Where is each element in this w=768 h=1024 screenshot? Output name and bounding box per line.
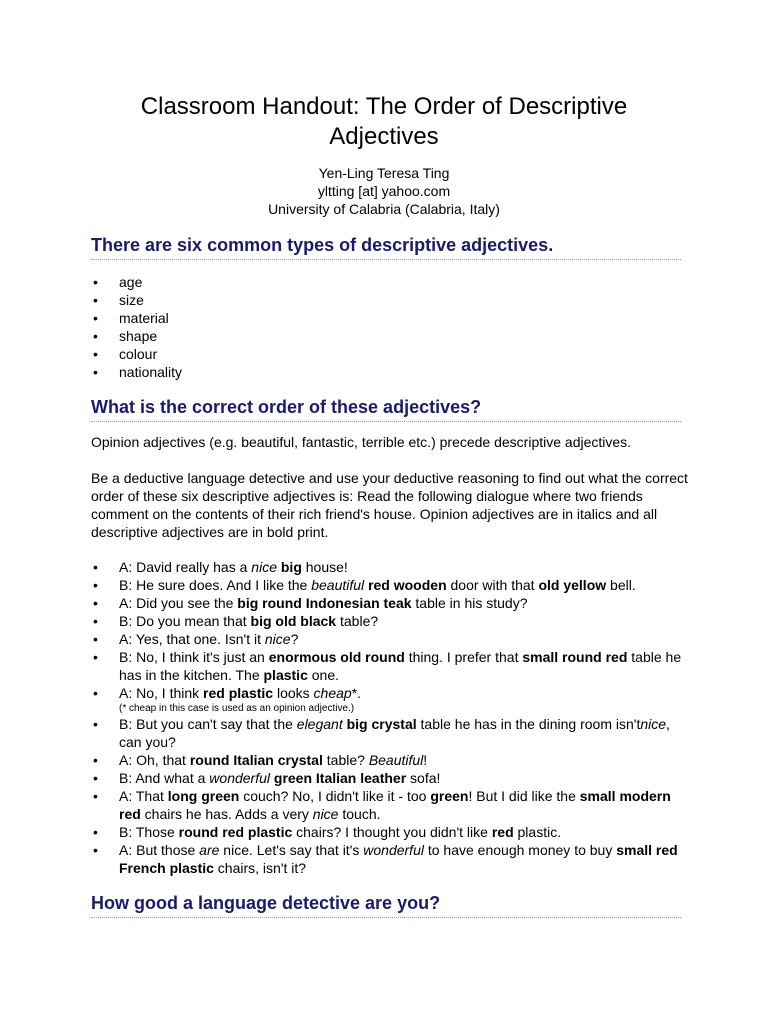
dialogue-text: B: Those <box>119 824 179 840</box>
dialogue-line <box>91 769 691 787</box>
dialogue-line <box>91 648 691 684</box>
opinion-adjective: cheap <box>313 685 352 701</box>
dialogue-text: nice. Let's say that it's <box>219 842 364 858</box>
dialogue-text: B: Do you mean that <box>119 613 251 629</box>
section-heading-detective: How good a language detective are you? <box>91 891 681 918</box>
descriptive-adjective: round red plastic <box>178 824 293 840</box>
dialogue-text: A: David really has a <box>119 559 252 575</box>
dialogue-text: *. <box>351 685 362 701</box>
dialogue-text: ! But I did like the <box>468 788 580 804</box>
list-item: • shape <box>91 327 182 345</box>
opinion-adjective: nice <box>264 631 291 647</box>
opinion-adjective: are <box>199 842 220 858</box>
dialogue-text: table? <box>336 613 379 629</box>
dialogue-text: A: No, I think <box>119 685 204 701</box>
section-heading-order: What is the correct order of these adjectives? <box>91 395 681 422</box>
descriptive-adjective: big round Indonesian teak <box>237 595 412 611</box>
instructions-paragraph: Be a deductive language detective and use your deductive reasoning to find out what the correct order of these six descriptive adjectives is: Read the following dialogue where two friends comment on the contents of their rich friend's house. Opinion adjectives are in italics and all descriptive adjectives are in bold print. <box>91 470 688 540</box>
descriptive-adjective: big <box>280 559 302 575</box>
dialogue-text: thing. I prefer that <box>404 649 523 665</box>
author-block <box>0 164 768 218</box>
dialogue-text: door with that <box>446 577 539 593</box>
descriptive-adjective: small round red <box>522 649 628 665</box>
list-item: • size <box>91 291 182 309</box>
dialogue-text: B: And what a <box>119 770 210 786</box>
list-item: • age <box>91 273 182 291</box>
dialogue-line <box>91 751 691 769</box>
opinion-adjective: nice <box>251 559 277 575</box>
descriptive-adjective: green Italian leather <box>273 770 407 786</box>
title-line-2: Adjectives <box>329 123 439 150</box>
dialogue-text: bell. <box>606 577 636 593</box>
dialogue-text: sofa! <box>406 770 441 786</box>
author-name: Yen-Ling Teresa Ting <box>318 165 450 181</box>
dialogue-text: to have enough money to buy <box>423 842 617 858</box>
document-title <box>0 92 768 152</box>
footnote: (* cheap in this case is used as an opinion adjective.) <box>119 703 355 714</box>
dialogue-list <box>91 558 691 877</box>
dialogue-line <box>91 630 691 648</box>
dialogue-line <box>91 841 691 877</box>
dialogue-text: looks <box>273 685 314 701</box>
dialogue-text: chairs he has. Adds a very <box>140 806 313 822</box>
opinion-adjective: beautiful <box>311 577 365 593</box>
dialogue-text: house! <box>301 559 348 575</box>
dialogue-text: B: He sure does. And I like the <box>119 577 312 593</box>
descriptive-adjective: old yellow <box>538 577 607 593</box>
descriptive-adjective: green <box>430 788 469 804</box>
dialogue-line <box>91 558 691 576</box>
opinion-adjective: wonderful <box>209 770 270 786</box>
dialogue-line <box>91 612 691 630</box>
dialogue-text: chairs, isn't it? <box>213 860 307 876</box>
dialogue-line <box>91 787 691 823</box>
descriptive-adjective: enormous old round <box>268 649 405 665</box>
dialogue-text: plastic. <box>513 824 562 840</box>
descriptive-adjective: red <box>491 824 514 840</box>
dialogue-text: table? <box>322 752 369 768</box>
dialogue-line <box>91 715 691 751</box>
dialogue-line <box>91 594 691 612</box>
opinion-adjective: nice <box>640 716 667 732</box>
dialogue-text: ? <box>290 631 299 647</box>
dialogue-text: touch. <box>338 806 381 822</box>
descriptive-adjective: long green <box>167 788 240 804</box>
author-email: yltting [at] yahoo.com <box>317 183 451 199</box>
opinion-adjective: wonderful <box>363 842 424 858</box>
dialogue-text: A: Yes, that one. Isn't it <box>119 631 265 647</box>
dialogue-text: B: But you can't say that the <box>119 716 297 732</box>
dialogue-text: table he has in the kitchen. The <box>119 649 682 683</box>
descriptive-adjective: red wooden <box>368 577 447 593</box>
descriptive-adjective: small modern red <box>119 788 671 822</box>
dialogue-text: , can you? <box>119 716 670 750</box>
opinion-adjective: Beautiful <box>368 752 424 768</box>
descriptive-adjective: small red French plastic <box>119 842 678 876</box>
list-item: • nationality <box>91 363 182 381</box>
adjective-types-list <box>91 273 182 381</box>
dialogue-line <box>91 684 691 715</box>
descriptive-adjective: plastic <box>263 667 308 683</box>
descriptive-adjective: red plastic <box>203 685 274 701</box>
section-heading-types: There are six common types of descriptive adjectives. <box>91 233 681 260</box>
dialogue-text: B: No, I think it's just an <box>119 649 269 665</box>
dialogue-text: couch? No, I didn't like it - too <box>239 788 431 804</box>
list-item: • material <box>91 309 182 327</box>
dialogue-text: A: Did you see the <box>119 595 238 611</box>
descriptive-adjective: big crystal <box>346 716 417 732</box>
opinion-paragraph: Opinion adjectives (e.g. beautiful, fantastic, terrible etc.) precede descriptive adjectives. <box>91 434 632 450</box>
dialogue-text: one. <box>307 667 339 683</box>
dialogue-text: table he has in the dining room isn't <box>416 716 641 732</box>
dialogue-line <box>91 576 691 594</box>
dialogue-text: A: But those <box>119 842 200 858</box>
dialogue-text: A: That <box>119 788 168 804</box>
descriptive-adjective: round Italian crystal <box>189 752 323 768</box>
dialogue-line <box>91 823 691 841</box>
dialogue-text: A: Oh, that <box>119 752 190 768</box>
title-line-1: Classroom Handout: The Order of Descriptive <box>140 93 628 120</box>
opinion-adjective: elegant <box>296 716 343 732</box>
opinion-adjective: nice <box>312 806 339 822</box>
descriptive-adjective: big old black <box>250 613 337 629</box>
dialogue-text: ! <box>423 752 428 768</box>
author-affiliation: University of Calabria (Calabria, Italy) <box>268 201 500 217</box>
dialogue-text: table in his study? <box>411 595 528 611</box>
dialogue-text: chairs? I thought you didn't like <box>292 824 492 840</box>
list-item: • colour <box>91 345 182 363</box>
